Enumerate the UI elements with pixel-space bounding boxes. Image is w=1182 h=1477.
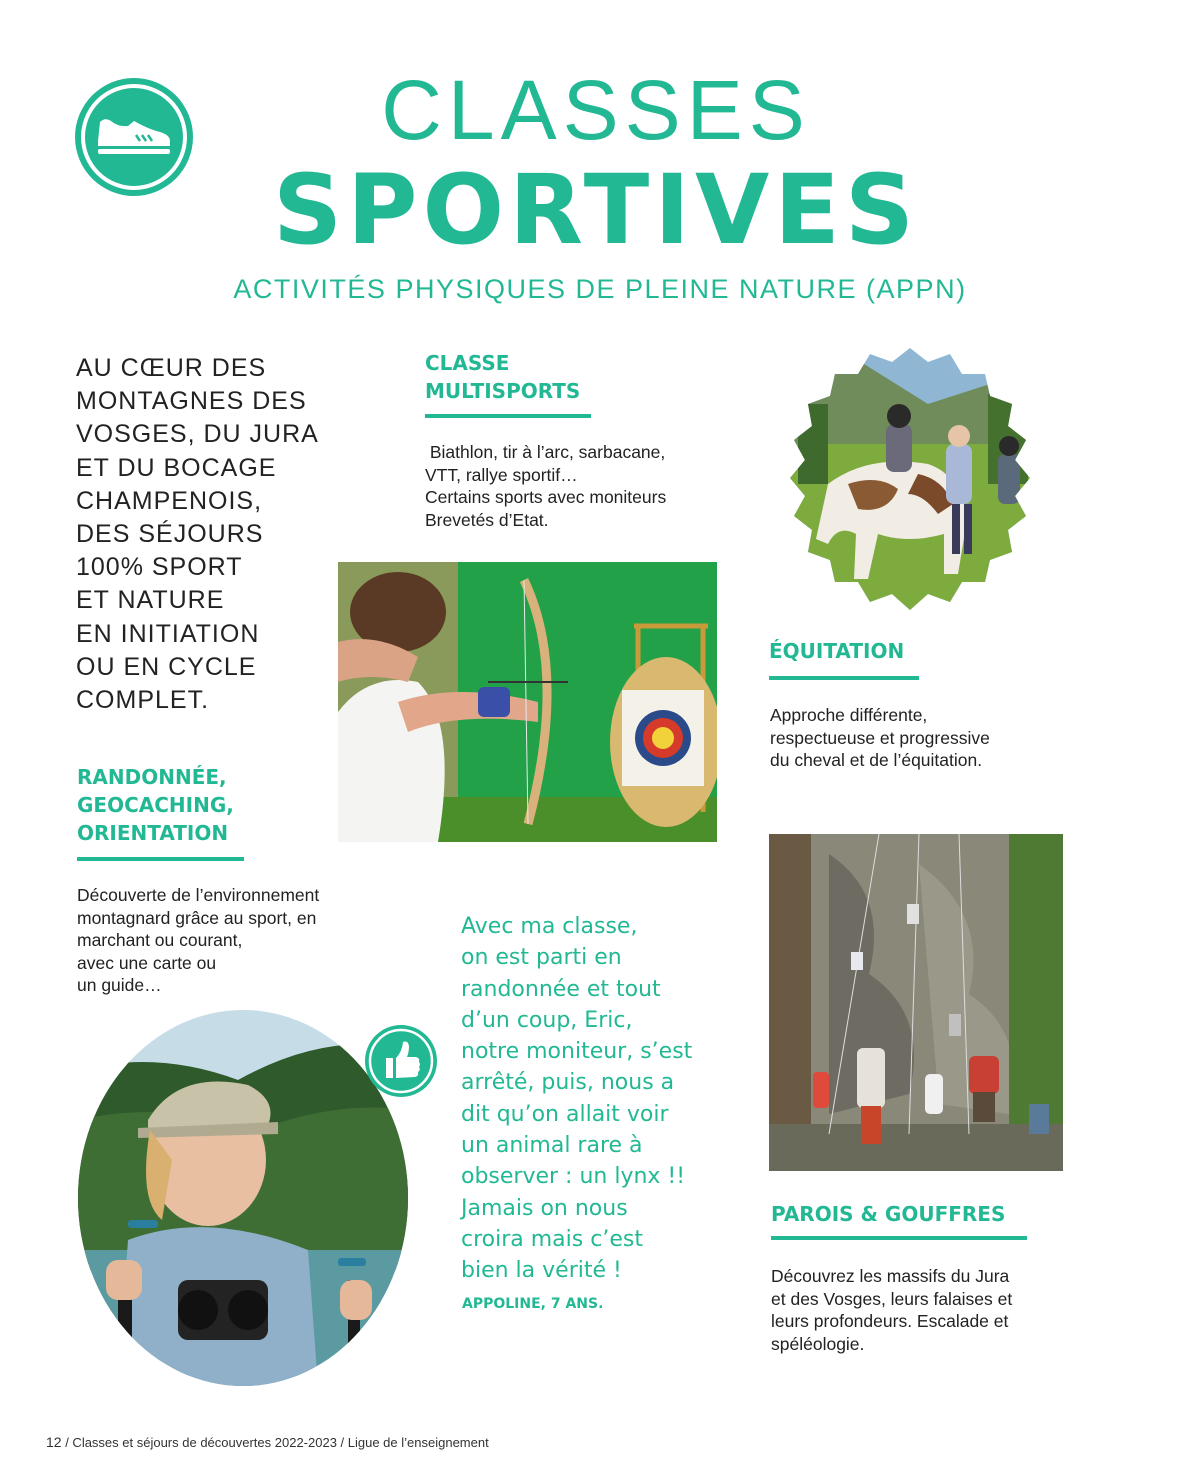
page-footer — [46, 1434, 489, 1450]
multisports-description: Biathlon, tir à l’arc, sarbacane, VTT, rallye sportif… Certains sports avec moniteurs Brevetés d’Etat. — [425, 442, 667, 530]
page-title-line1: CLASSES — [381, 63, 811, 157]
multisports-title: CLASSE MULTISPORTS — [425, 351, 581, 403]
testimonial-quote: Avec ma classe, on est parti en randonnée et tout d’un coup, Eric, notre moniteur, s’est arrêté, puis, nous a dit qu’on allait voir un animal rare à observer : un lynx !! Jamais on nous croira mais c’est bien la vérité ! — [461, 914, 693, 1284]
thumbs-up-icon — [364, 1024, 438, 1098]
randonnee-title: RANDONNÉE, GEOCACHING, ORIENTATION — [77, 765, 234, 845]
footer-text: / Classes et séjours de découvertes 2022-2023 / Ligue de l’enseignement — [65, 1435, 489, 1450]
multisports-underline — [425, 414, 591, 418]
equitation-title: ÉQUITATION — [769, 639, 905, 663]
hiking-girl-photo — [78, 1010, 408, 1386]
page-number: 12 — [46, 1434, 62, 1450]
parois-underline — [771, 1236, 1027, 1240]
randonnee-description: Découverte de l’environnement montagnard grâce au sport, en marchant ou courant, avec une carte ou un guide… — [77, 885, 320, 995]
equitation-description: Approche différente, respectueuse et progressive du cheval et de l’équitation. — [770, 705, 990, 770]
randonnee-underline — [77, 857, 244, 861]
parois-title: PAROIS & GOUFFRES — [771, 1202, 1006, 1226]
page-subtitle: ACTIVITÉS PHYSIQUES DE PLEINE NATURE (APPN) — [233, 274, 967, 304]
page-title-line2: SPORTIVES — [273, 154, 919, 266]
testimonial-author: APPOLINE, 7 ANS. — [462, 1296, 604, 1312]
horse-riding-photo — [768, 344, 1052, 616]
climbing-photo — [769, 834, 1063, 1171]
archery-photo — [338, 562, 717, 842]
parois-description: Découvrez les massifs du Jura et des Vosges, leurs falaises et leurs profondeurs. Escalade et spéléologie. — [771, 1266, 1013, 1354]
intro-text: AU CŒUR DES MONTAGNES DES VOSGES, DU JURA ET DU BOCAGE CHAMPENOIS, DES SÉJOURS 100% SPORT ET NATURE EN INITIATION OU EN CYCLE COMPLET. — [76, 354, 319, 715]
equitation-underline — [769, 676, 919, 680]
